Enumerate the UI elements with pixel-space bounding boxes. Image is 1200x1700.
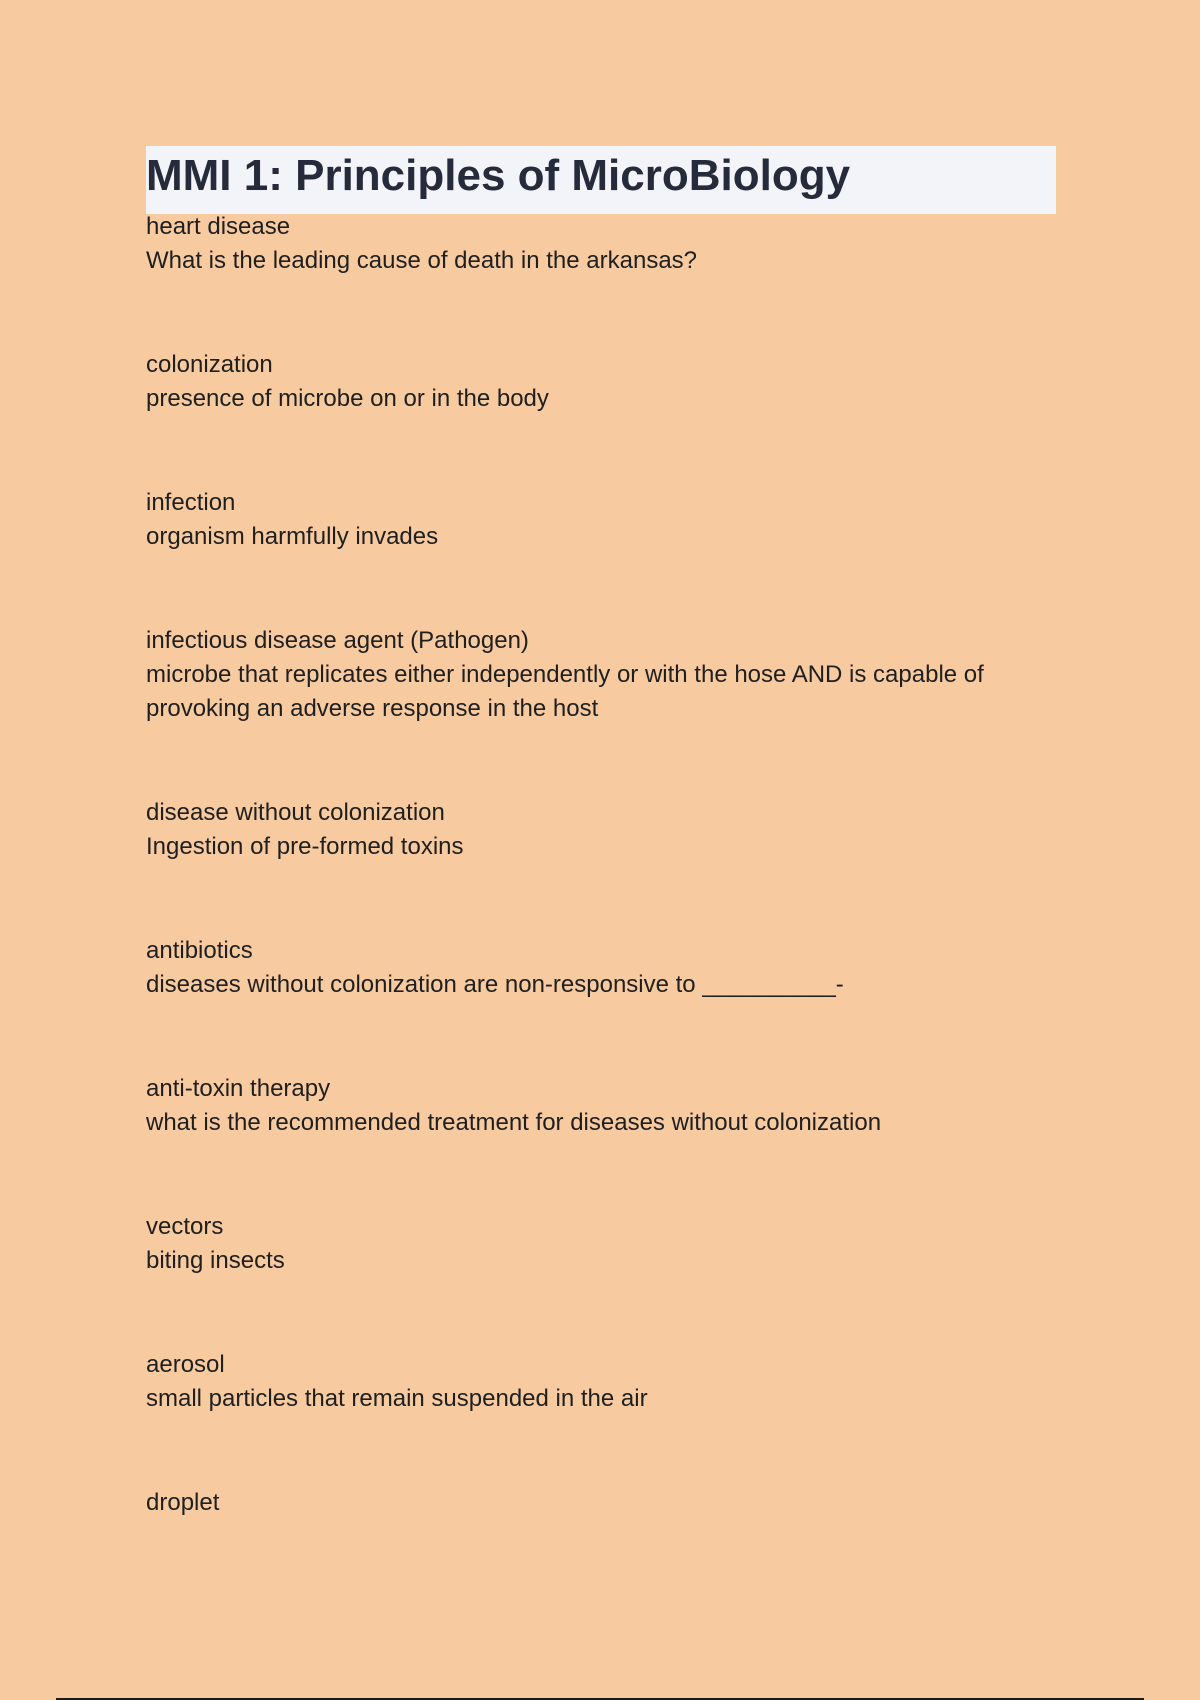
entry-definition: presence of microbe on or in the body <box>146 385 549 412</box>
flashcard-entry <box>146 348 1066 416</box>
entry-term: anti-toxin therapy <box>146 1075 331 1102</box>
entry-term: antibiotics <box>146 937 253 964</box>
flashcard-entry <box>146 1210 1066 1278</box>
entry-term: disease without colonization <box>146 799 445 826</box>
page-title: MMI 1: Principles of MicroBiology <box>146 151 851 200</box>
flashcard-entry <box>146 934 1066 1002</box>
entry-definition: organism harmfully invades <box>146 523 439 550</box>
entry-definition: biting insects <box>146 1247 285 1274</box>
flashcard-entry <box>146 796 1066 864</box>
entry-definition: What is the leading cause of death in the arkansas? <box>146 247 698 274</box>
entry-term: aerosol <box>146 1351 225 1378</box>
flashcard-entry <box>146 210 1066 278</box>
entry-term: infection <box>146 489 236 516</box>
entry-definition: what is the recommended treatment for diseases without colonization <box>146 1109 882 1136</box>
flashcard-entry <box>146 624 1066 726</box>
entry-term: heart disease <box>146 213 291 240</box>
entry-term: colonization <box>146 351 273 378</box>
entry-definition: diseases without colonization are non-responsive to __________- <box>146 971 844 998</box>
entry-term: droplet <box>146 1489 220 1516</box>
flashcard-entry <box>146 1072 1066 1140</box>
entry-term: infectious disease agent (Pathogen) <box>146 627 529 654</box>
entry-definition: Ingestion of pre-formed toxins <box>146 833 464 860</box>
flashcard-entry <box>146 486 1066 554</box>
title-highlight <box>146 146 1056 214</box>
entry-definition: microbe that replicates either independently or with the hose AND is capable of provoking an adverse response in the host <box>146 661 984 722</box>
entry-term: vectors <box>146 1213 224 1240</box>
flashcard-entry <box>146 1486 1066 1520</box>
entry-definition: small particles that remain suspended in the air <box>146 1385 648 1412</box>
flashcard-entry <box>146 1348 1066 1416</box>
flashcard-list <box>146 210 1066 1520</box>
